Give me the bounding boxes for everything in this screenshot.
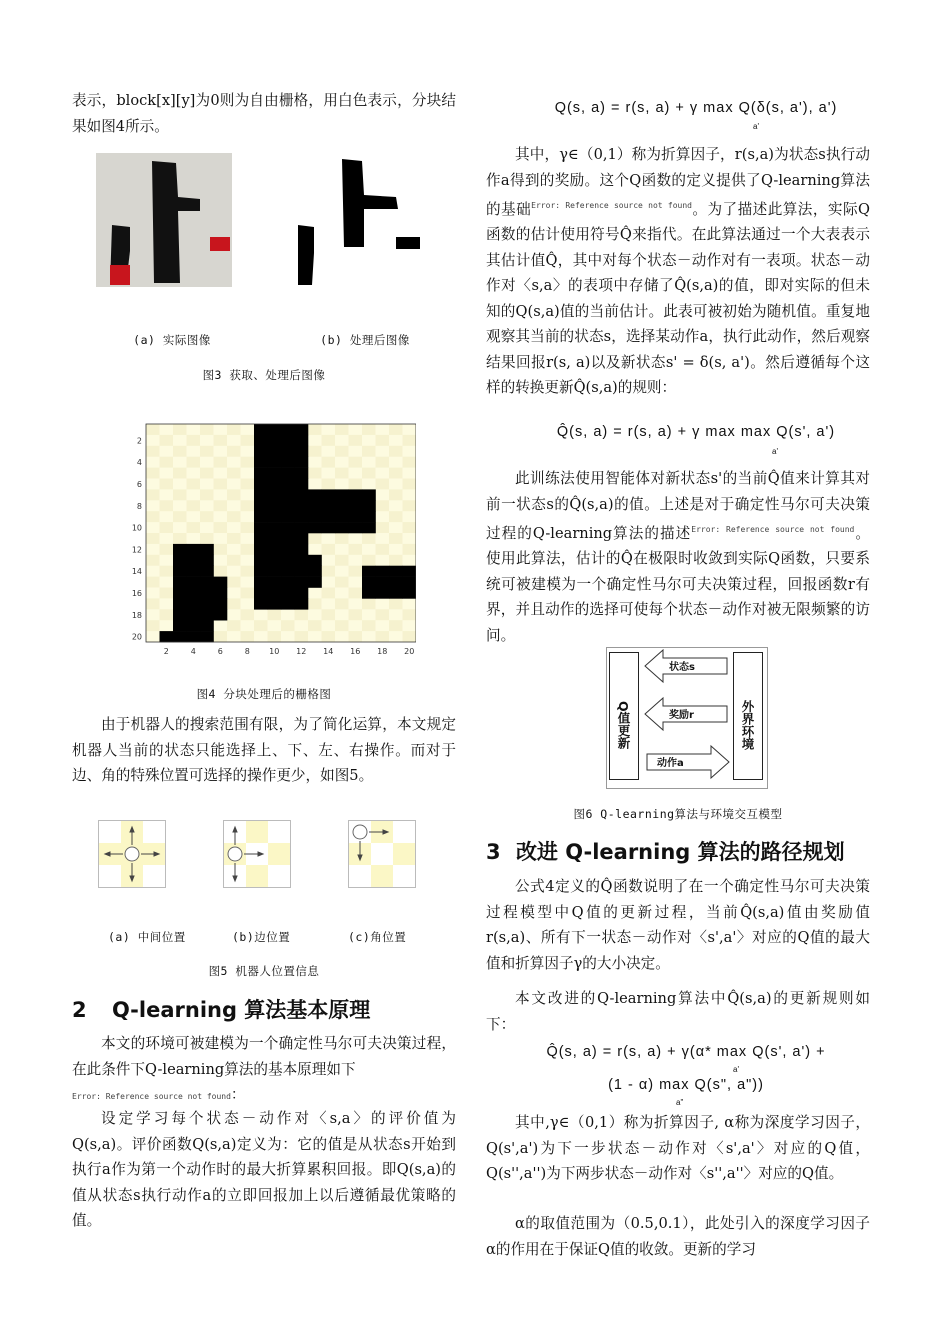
y-tick-label: 6 — [136, 479, 142, 489]
obstacle-cell — [281, 468, 295, 479]
obstacle-cell — [268, 457, 282, 468]
obstacle-cell — [254, 522, 268, 533]
obstacle-cell — [322, 511, 336, 522]
tile-corner-position — [348, 820, 416, 888]
obstacle-cell — [389, 566, 403, 577]
obstacle-cell — [187, 631, 201, 642]
environment-text: 本文的环境可被建模为一个确定性马尔可夫决策过程，在此条件下Q-learning算法的基本原理如下 — [72, 1035, 456, 1078]
actual-image-photo — [96, 153, 232, 287]
intro-paragraph: 表示，block[x][y]为0则为自由栅格，用白色表示，分块结果如图4所示。 — [72, 92, 456, 135]
gamma-text-1: 其中，γ∈（0,1）称为折算因子，r(s,a)为状态s执行动作a得到的奖励。这个Q函数的定义提供了Q-learning算法的基础 — [486, 146, 870, 218]
obstacle-cell — [214, 577, 228, 588]
obstacle-cell — [295, 500, 309, 511]
obstacle-cell — [295, 522, 309, 533]
obstacle-cell — [295, 598, 309, 609]
obstacle-cell — [214, 609, 228, 620]
obstacle-cell — [281, 577, 295, 588]
obstacle-cell — [200, 588, 214, 599]
obstacle-cell — [173, 609, 187, 620]
formula1-subscript: a' — [753, 122, 759, 131]
obstacle-cell — [254, 533, 268, 544]
obstacle-cell — [322, 522, 336, 533]
obstacle-cell — [200, 609, 214, 620]
obstacle-cell — [268, 588, 282, 599]
training-text-2: 。使用此算法，估计的Q̂在极限时收敛到实际Q函数，只要系统可被建模为一个确定性马尔可夫决策过程，回报函数r有界，并且动作的选择可使每个状态－动作对被无限频繁的访问。 — [486, 524, 870, 644]
formula-improved-line1: Q̂(s, a) = r(s, a) + γ(α* max Q(s', a') + — [546, 1044, 826, 1060]
obstacle-cell — [295, 533, 309, 544]
obstacle-cell — [254, 489, 268, 500]
fig4-caption: 图4 分块处理后的栅格图 — [196, 687, 332, 701]
tile-edge-position — [223, 820, 291, 888]
obstacle-cell — [254, 500, 268, 511]
obstacle-cell — [335, 522, 349, 533]
formula-q-definition: Q(s, a) = r(s, a) + γ max Q(δ(s, a'), a') — [554, 100, 838, 116]
obstacle-cell — [254, 424, 268, 435]
x-tick-label: 4 — [190, 647, 196, 656]
section-2-heading — [72, 994, 456, 1024]
x-tick-label: 6 — [217, 647, 223, 656]
obstacle-cell — [281, 511, 295, 522]
obstacle-cell — [254, 511, 268, 522]
obstacle-cell — [268, 511, 282, 522]
obstacle-cell — [295, 424, 309, 435]
formula3-subscript-2: a" — [676, 1098, 684, 1107]
obstacle-cell — [349, 500, 363, 511]
obstacle-cell — [200, 631, 214, 642]
obstacle-cell — [362, 566, 376, 577]
obstacle-cell — [281, 588, 295, 599]
obstacle-cell — [254, 457, 268, 468]
x-tick-label: 2 — [163, 647, 169, 656]
obstacle-cell — [254, 577, 268, 588]
section-2-title: Q-learning 算法基本原理 — [111, 998, 371, 1022]
y-tick-label: 14 — [131, 567, 142, 577]
x-tick-label: 16 — [350, 647, 361, 656]
obstacle-cell — [376, 566, 390, 577]
obstacle-cell — [281, 598, 295, 609]
obstacle-cell — [187, 544, 201, 555]
arrow-reward-label: 奖励r — [669, 710, 694, 721]
gamma-text-2: 。为了描述此算法，实际Q函数的估计使用符号Q̂来指代。在此算法通过一个大表表示其估计值Q̂，其中对每个状态－动作对有一表项。状态－动作对〈s,a〉的表项中存储了Q̂(s,a)的值，即对实际的但未知的Q(s,a)值的当前估计。此表可被初始为随机值。重复地观察其当前的状态s，选择某动作a，执行此动作，然后观察结果回报r(s, a)以及新状态s' = δ(s, a')。然后遵循每个这样的转换更新Q̂(s,a)的规则： — [486, 200, 870, 397]
obstacle-cell — [281, 446, 295, 457]
obstacle-cell — [389, 577, 403, 588]
obstacle-cell — [349, 511, 363, 522]
obstacle-cell — [295, 577, 309, 588]
error-reference-text: Error: Reference source not found — [72, 1092, 231, 1101]
obstacle-cell — [214, 588, 228, 599]
obstacle-cell — [173, 577, 187, 588]
obstacle-cell — [295, 489, 309, 500]
section-3-heading — [486, 836, 870, 866]
formula4-paragraph: 公式4定义的Q̂函数说明了在一个确定性马尔可夫决策过程模型中Q值的更新过程，当前Q̂(s,a)值由奖励值r(s,a)、所有下一状态－动作对〈s',a'〉对应的Q值的最大值和折算因子γ的大小决定。 — [486, 878, 870, 972]
obstacle-cell — [187, 598, 201, 609]
obstacle-cell — [308, 500, 322, 511]
obstacle-cell — [308, 577, 322, 588]
obstacle-cell — [362, 500, 376, 511]
obstacle-cell — [173, 588, 187, 599]
obstacle-cell — [187, 620, 201, 631]
obstacle-cell — [200, 620, 214, 631]
obstacle-cell — [268, 489, 282, 500]
obstacle-cell — [268, 468, 282, 479]
obstacle-cell — [254, 446, 268, 457]
obstacle-cell — [335, 500, 349, 511]
obstacle-cell — [268, 555, 282, 566]
obstacle-cell — [376, 577, 390, 588]
section-3-title: 改进 Q-learning 算法的路径规划 — [515, 840, 845, 864]
y-tick-label: 8 — [136, 501, 142, 511]
obstacle-cell — [173, 598, 187, 609]
tile-middle-position — [98, 820, 166, 888]
obstacle-cell — [349, 522, 363, 533]
improved-rule-paragraph: 本文改进的Q-learning算法中Q̂(s,a)的更新规则如下： — [486, 990, 870, 1033]
obstacle-cell — [268, 446, 282, 457]
obstacle-cell — [335, 511, 349, 522]
obstacle-cell — [308, 511, 322, 522]
actual-image — [96, 153, 232, 287]
obstacle-cell — [187, 566, 201, 577]
obstacle-cell — [281, 522, 295, 533]
error-reference-2: Error: Reference source not found — [691, 525, 855, 534]
grid-map — [120, 418, 416, 656]
obstacle-cell — [187, 609, 201, 620]
obstacle-cell — [403, 566, 417, 577]
obstacle-cell — [254, 468, 268, 479]
x-tick-label: 20 — [404, 647, 415, 656]
obstacle-cell — [362, 577, 376, 588]
operations-paragraph: 由于机器人的搜索范围有限，为了简化运算，本文规定机器人当前的状态只能选择上、下、左、右操作。而对于边、角的特殊位置可选择的操作更少，如图5。 — [72, 716, 456, 784]
y-tick-label: 10 — [131, 523, 142, 533]
y-tick-label: 4 — [136, 458, 142, 468]
y-tick-label: 20 — [131, 632, 142, 642]
formula-q-update: Q̂(s, a) = r(s, a) + γ max max Q(s', a') — [556, 424, 836, 440]
obstacle-cell — [403, 588, 417, 599]
obstacle-cell — [254, 544, 268, 555]
fig5-sub-c: (c)角位置 — [348, 930, 407, 944]
obstacle-cell — [254, 555, 268, 566]
obstacle-cell — [362, 588, 376, 599]
obstacle-cell — [160, 631, 174, 642]
grid-map-figure — [120, 418, 416, 656]
obstacle-cell — [173, 566, 187, 577]
obstacle-cell — [362, 489, 376, 500]
obstacle-cell — [254, 598, 268, 609]
obstacle-cell — [173, 620, 187, 631]
obstacle-cell — [349, 489, 363, 500]
obstacle-cell — [295, 435, 309, 446]
obstacle-cell — [281, 489, 295, 500]
obstacle-cell — [200, 598, 214, 609]
obstacle-cell — [173, 555, 187, 566]
y-tick-label: 18 — [131, 610, 142, 620]
obstacle-cell — [308, 489, 322, 500]
error-reference-1: Error: Reference source not found — [531, 201, 692, 210]
training-text-1: 此训练法使用智能体对新状态s'的当前Q̂值来计算其对前一状态s的Q̂(s,a)的值。上述是对于确定性马尔可夫决策过程的Q-learning算法的描述 — [486, 470, 870, 542]
obstacle-cell — [214, 598, 228, 609]
environment-paragraph — [72, 1031, 456, 1082]
obstacle-cell — [295, 457, 309, 468]
environment-box: 外界环境 — [733, 652, 763, 780]
fig5-sub-b: (b)边位置 — [232, 930, 291, 944]
obstacle-cell — [362, 522, 376, 533]
obstacle-cell — [308, 555, 322, 566]
y-tick-label: 16 — [131, 588, 142, 598]
formula2-subscript: a' — [772, 447, 778, 456]
obstacle-cell — [403, 577, 417, 588]
fig5-caption: 图5 机器人位置信息 — [208, 964, 320, 978]
obstacle-cell — [254, 479, 268, 490]
obstacle-cell — [173, 544, 187, 555]
obstacle-cell — [281, 566, 295, 577]
obstacle-cell — [268, 479, 282, 490]
obstacle-cell — [335, 489, 349, 500]
alpha-paragraph: 其中,γ∈（0,1）称为折算因子, α称为深度学习因子，Q(s',a')为下一步状态－动作对〈s',a'〉对应的Q值，Q(s'',a'')为下两步状态－动作对〈s'',a''〉对应的Q值。 — [486, 1114, 870, 1182]
obstacle-cell — [281, 555, 295, 566]
evaluation-paragraph: 设定学习每个状态－动作对〈s,a〉的评价值为Q(s,a)。评价函数Q(s,a)定义为：它的值是从状态s开始到执行a作为第一个动作时的最大折算累积回报。即Q(s,a)的值从状态s执行动作a的立即回报加上以后遵循最优策略的值。 — [72, 1110, 456, 1229]
interaction-model-diagram — [606, 647, 768, 789]
obstacle-cell — [295, 511, 309, 522]
obstacle-cell — [281, 457, 295, 468]
gamma-paragraph — [486, 142, 870, 401]
obstacle-cell — [308, 522, 322, 533]
training-paragraph — [486, 466, 870, 648]
obstacle-cell — [295, 566, 309, 577]
obstacle-cell — [281, 479, 295, 490]
obstacle-cell — [254, 435, 268, 446]
obstacle-cell — [187, 588, 201, 599]
section-3-number: 3 — [486, 840, 501, 864]
obstacle-cell — [295, 588, 309, 599]
x-tick-label: 14 — [323, 647, 334, 656]
obstacle-cell — [376, 588, 390, 599]
q-update-box: Q值更新 — [609, 652, 639, 780]
obstacle-cell — [268, 544, 282, 555]
obstacle-cell — [322, 489, 336, 500]
obstacle-cell — [268, 566, 282, 577]
y-tick-label: 12 — [131, 545, 142, 555]
x-tick-label: 8 — [244, 647, 250, 656]
obstacle-cell — [281, 500, 295, 511]
obstacle-cell — [200, 566, 214, 577]
fig3-sub-a: (a) 实际图像 — [133, 333, 211, 347]
obstacle-cell — [200, 577, 214, 588]
arrow-state-label: 状态s — [669, 662, 695, 673]
obstacle-cell — [268, 424, 282, 435]
fig5-sub-a: (a) 中间位置 — [108, 930, 186, 944]
obstacle-cell — [281, 544, 295, 555]
obstacle-cell — [389, 588, 403, 599]
obstacle-cell — [254, 566, 268, 577]
obstacle-cell — [173, 631, 187, 642]
y-tick-label: 2 — [136, 436, 142, 446]
obstacle-cell — [295, 468, 309, 479]
fig3-sub-b: (b) 处理后图像 — [320, 333, 410, 347]
x-tick-label: 18 — [377, 647, 388, 656]
obstacle-cell — [295, 544, 309, 555]
obstacle-cell — [322, 500, 336, 511]
section-2-number: 2 — [72, 998, 87, 1022]
error-reference-left: Error: Reference source not found： — [72, 1087, 245, 1103]
obstacle-cell — [187, 555, 201, 566]
alpha-range-paragraph: α的取值范围为（0.5,0.1），此处引入的深度学习因子α的作用在于保证Q值的收敛。更新的学习 — [486, 1215, 870, 1258]
fig3-caption: 图3 获取、处理后图像 — [202, 368, 326, 382]
formula-improved-line2: (1 - α) max Q(s", a")) — [608, 1077, 764, 1093]
processed-image — [292, 155, 428, 289]
x-tick-label: 12 — [296, 647, 307, 656]
obstacle-cell — [281, 424, 295, 435]
obstacle-cell — [187, 577, 201, 588]
obstacle-cell — [268, 435, 282, 446]
obstacle-cell — [200, 555, 214, 566]
obstacle-cell — [268, 533, 282, 544]
obstacle-cell — [362, 511, 376, 522]
x-tick-label: 10 — [269, 647, 280, 656]
obstacle-cell — [268, 577, 282, 588]
obstacle-cell — [268, 522, 282, 533]
obstacle-cell — [295, 446, 309, 457]
obstacle-cell — [254, 588, 268, 599]
obstacle-cell — [200, 544, 214, 555]
obstacle-cell — [281, 435, 295, 446]
obstacle-cell — [308, 566, 322, 577]
obstacle-cell — [281, 533, 295, 544]
obstacle-cell — [295, 479, 309, 490]
obstacle-cell — [268, 598, 282, 609]
fig6-caption: 图6 Q-learning算法与环境交互模型 — [573, 807, 783, 821]
arrow-action-label: 动作a — [657, 758, 684, 769]
formula3-subscript-1: a' — [733, 1065, 739, 1074]
obstacle-cell — [295, 555, 309, 566]
obstacle-cell — [268, 500, 282, 511]
